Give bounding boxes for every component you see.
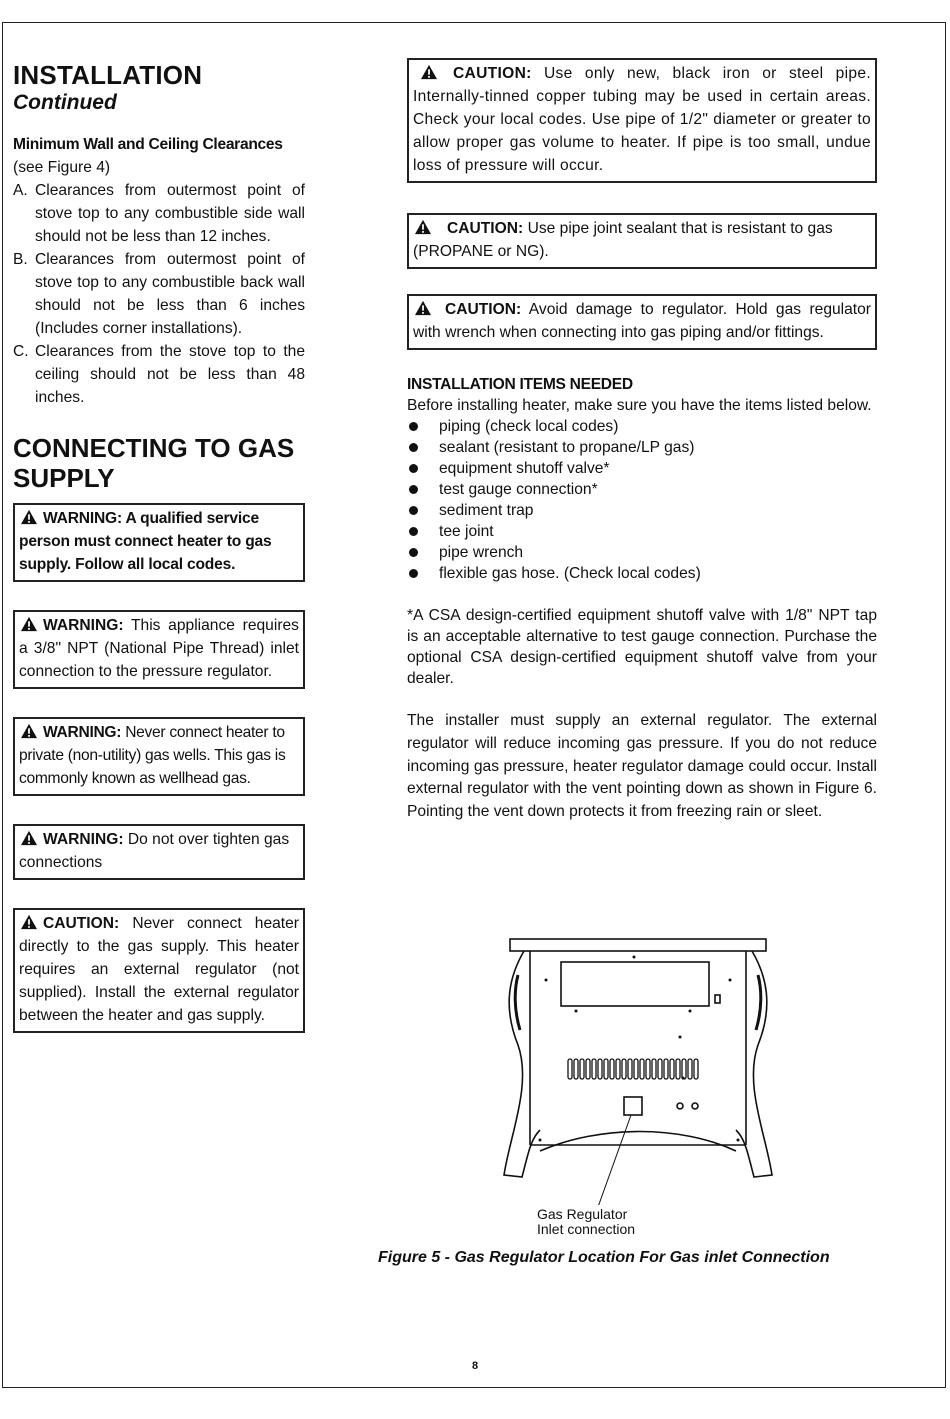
clearance-label: C. — [13, 343, 29, 360]
items-list — [407, 416, 877, 584]
caution-title: CAUTION: — [445, 301, 522, 318]
clearance-item — [13, 248, 305, 340]
items-heading: INSTALLATION ITEMS NEEDED — [407, 376, 633, 393]
clearance-item — [13, 340, 305, 409]
caution-title: CAUTION: — [447, 220, 524, 237]
warning-title: WARNING: — [43, 617, 124, 634]
warning-icon — [19, 509, 39, 525]
warning-text: Never connect heater to private (non-utility) gas wells. This gas is commonly known as wellhead gas. — [19, 724, 286, 787]
list-item — [407, 542, 877, 563]
bullet-icon — [407, 437, 439, 458]
warning-box — [13, 717, 305, 796]
warning-text: This appliance requires a 3/8" NPT (National Pipe Thread) inlet connection to the pressure regulator. — [19, 617, 299, 680]
warning-icon — [19, 914, 39, 930]
figure-caption: Figure 5 - Gas Regulator Location For Gas inlet Connection — [378, 1249, 830, 1266]
list-item — [407, 458, 877, 479]
warning-box — [13, 824, 305, 880]
clearance-item — [13, 179, 305, 248]
caution-box — [407, 213, 877, 269]
warning-icon — [19, 723, 39, 739]
list-item-text: pipe wrench — [439, 544, 524, 561]
bullet-icon — [407, 542, 439, 563]
list-item-text: sealant (resistant to propane/LP gas) — [439, 439, 695, 456]
list-item — [407, 500, 877, 521]
list-item — [407, 563, 877, 584]
gas-heading-line-1: CONNECTING TO GAS — [13, 433, 295, 463]
bullet-icon — [407, 458, 439, 479]
list-item-text: test gauge connection* — [439, 481, 598, 498]
figure-callout — [537, 1207, 635, 1237]
list-item — [407, 416, 877, 437]
clearances-note: (see Figure 4) — [13, 159, 111, 176]
warning-title: WARNING: — [43, 724, 122, 741]
bullet-icon — [407, 500, 439, 521]
regulator-paragraph: The installer must supply an external regulator. The external regulator will reduce incoming gas pressure. If you do not reduce incoming gas pressure, heater regulator damage could occur. Install external regulator with the vent pointing down as shown in Figure 6. Pointing the vent down protects it from freezing rain or sleet. — [407, 712, 877, 821]
warning-text: Do not over tighten gas connections — [19, 831, 290, 871]
bullet-icon — [407, 521, 439, 542]
bullet-icon — [407, 563, 439, 584]
list-item-text: sediment trap — [439, 502, 534, 519]
page-number: 8 — [471, 1360, 479, 1372]
section-subtitle: Continued — [13, 91, 117, 114]
clearance-text: Clearances from the stove top to the ceiling should not be less than 48 inches. — [35, 343, 305, 406]
warning-text: A qualified service person must connect heater to gas supply. Follow all local codes. — [19, 510, 272, 573]
list-item — [407, 521, 877, 542]
heater-diagram — [500, 935, 780, 1205]
callout-line-2: Inlet connection — [537, 1221, 636, 1237]
caution-box — [407, 294, 877, 350]
warning-icon — [413, 300, 433, 316]
caution-box — [407, 58, 877, 183]
clearance-label: B. — [13, 251, 28, 268]
list-item-text: flexible gas hose. (Check local codes) — [439, 565, 701, 582]
clearances-heading: Minimum Wall and Ceiling Clearances — [13, 136, 283, 153]
list-item-text: tee joint — [439, 523, 494, 540]
caution-text: Never connect heater directly to the gas supply. This heater requires an external regulator (not supplied). Install the external regulator between the heater and gas supply. — [19, 915, 299, 1024]
warning-icon — [419, 64, 439, 80]
warning-title: WARNING: — [43, 510, 122, 527]
caution-text: Avoid damage to regulator. Hold gas regulator with wrench when connecting into gas piping and/or fittings. — [413, 301, 871, 341]
clearance-label: A. — [13, 182, 28, 199]
gas-heading-line-2: SUPPLY — [13, 463, 115, 493]
list-item-text: piping (check local codes) — [439, 418, 619, 435]
warning-box — [13, 610, 305, 689]
footnote: *A CSA design-certified equipment shutoff valve with 1/8" NPT tap is an acceptable alternative to test gauge connection. Purchase the optional CSA design-certified equipment shutoff valve from your dealer. — [407, 607, 877, 687]
list-item — [407, 437, 877, 458]
warning-icon — [19, 616, 39, 632]
caution-title: CAUTION: — [453, 65, 532, 82]
list-item — [407, 479, 877, 500]
caution-box — [13, 908, 305, 1033]
right-column — [407, 58, 877, 824]
callout-line-1: Gas Regulator — [537, 1206, 628, 1222]
clearance-text: Clearances from outermost point of stove top to any combustible side wall should not be less than 12 inches. — [35, 182, 305, 245]
warning-title: WARNING: — [43, 831, 124, 848]
warning-box — [13, 503, 305, 582]
caution-text: Use pipe joint sealant that is resistant to gas (PROPANE or NG). — [413, 220, 833, 260]
items-intro: Before installing heater, make sure you have the items listed below. — [407, 397, 872, 414]
clearance-text: Clearances from outermost point of stove top to any combustible back wall should not be less than 6 inches (Includes corner installations). — [35, 251, 305, 337]
left-column — [13, 60, 305, 1033]
warning-icon — [19, 830, 39, 846]
bullet-icon — [407, 479, 439, 500]
warning-icon — [413, 219, 433, 235]
caution-title: CAUTION: — [43, 915, 120, 932]
list-item-text: equipment shutoff valve* — [439, 460, 610, 477]
caution-text: Use only new, black iron or steel pipe. Internally-tinned copper tubing may be used in certain areas. Check your local codes. Use pipe of 1/2" diameter or greater to allow proper gas volume to heater. If pipe is too small, undue loss of pressure will occur. — [413, 65, 871, 174]
section-title: INSTALLATION — [13, 60, 203, 90]
bullet-icon — [407, 416, 439, 437]
